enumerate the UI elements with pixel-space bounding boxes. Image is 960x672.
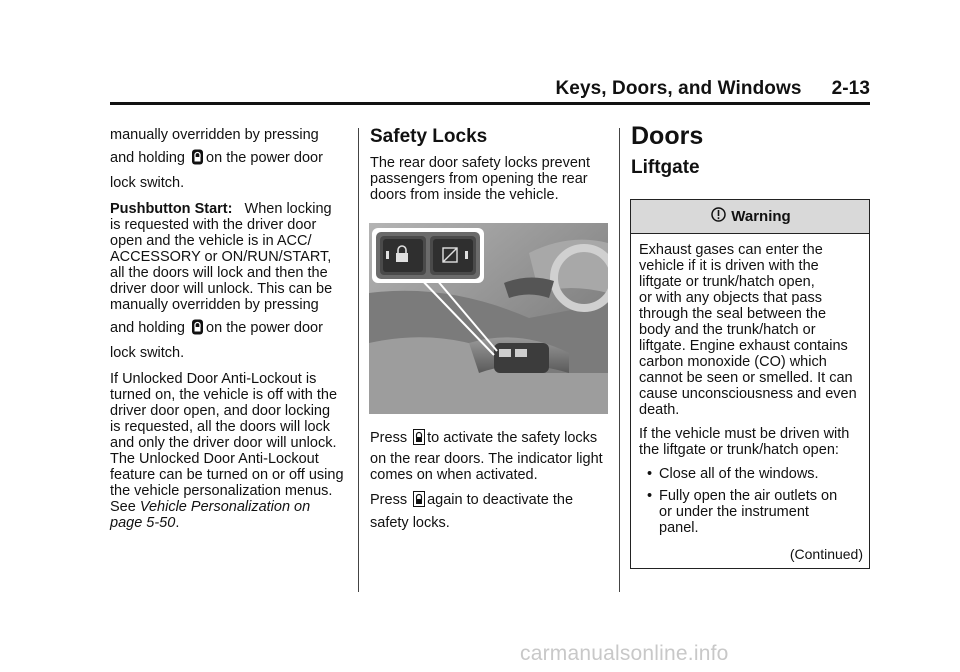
warning-header [631,200,869,234]
header-section-title: Keys, Doors, and Windows [555,78,802,99]
door-panel-illustration [369,223,608,414]
child-safety-lock-icon [413,429,425,449]
continued-label: (Continued) [789,546,863,562]
column-3 [631,122,871,178]
p1-line-2: and holding on the power door [110,149,350,169]
power-door-lock-icon [191,319,204,339]
safety-locks-intro: The rear door safety locks prevent passengers from opening the rear doors from inside the vehicle. [370,155,591,203]
column-2-lower: Press to activate the safety locks on the rear doors. The indicator light comes on when activated. Press again to deactivate the safety locks. [370,430,603,531]
p1-line-3: lock switch. [110,175,185,191]
column-divider-2 [619,128,620,592]
column-1 [110,127,350,531]
liftgate-heading: Liftgate [631,157,700,178]
warning-symbol-icon [711,206,726,227]
watermark-text: carmanualsonline.info [520,642,729,665]
bullet-item: • Close all of the windows. [647,466,819,482]
warning-box [630,199,870,569]
safety-lock-left-switch [380,236,426,275]
warning-title: Warning [731,208,791,225]
anti-lockout-paragraph: If Unlocked Door Anti-Lockout is turned on, the vehicle is off with the driver door open, and door locking is requested, all the doors will lock and only the driver door will unlock. The Unlocked Door Anti-Lockout feature can be turned on or off using the vehicle personalization menus. See Vehicle Personalization on page 5-50. [110,371,344,531]
cross-reference-page[interactable]: page 5-50 [110,515,176,531]
bullet-icon: • [647,488,653,504]
p1-line-1: manually overridden by pressing [110,127,319,143]
child-safety-lock-icon [413,491,425,511]
warning-paragraph-2: If the vehicle must be driven with the liftgate or trunk/hatch open: [639,426,850,458]
safety-lock-right-switch [430,236,476,275]
bullet-item: • Fully open the air outlets on or under the instrument panel. [647,488,838,536]
running-header [110,78,870,100]
power-door-lock-icon [191,149,204,169]
warning-paragraph-1: Exhaust gases can enter the vehicle if it is driven with the liftgate or trunk/hatch open, or with any objects that pass through the seal between the body and the trunk/hatch or liftgate. Engine exhaust contains carbon monoxide (CO) which cannot be seen or smelled. It can cause unconsciousness and even death. [639,242,857,418]
pushbutton-start-label: Pushbutton Start: [110,201,233,217]
warning-body [631,234,869,536]
doors-heading: Doors [631,122,704,150]
column-divider-1 [358,128,359,592]
safety-locks-heading: Safety Locks [370,126,488,147]
cross-reference-link[interactable]: Vehicle Personalization on [139,499,311,515]
header-rule [110,102,870,105]
bullet-icon: • [647,466,653,482]
page-number: 2-13 [831,78,870,99]
pushbutton-start-paragraph: Pushbutton Start: When locking is requested with the driver door open and the vehicle is in ACC/ ACCESSORY or ON/RUN/START, all the doors will lock and then the driver door will unlock. This can be manually overridden by pressing and holding on the power door lock switch. [110,201,333,361]
column-2 [370,126,610,203]
